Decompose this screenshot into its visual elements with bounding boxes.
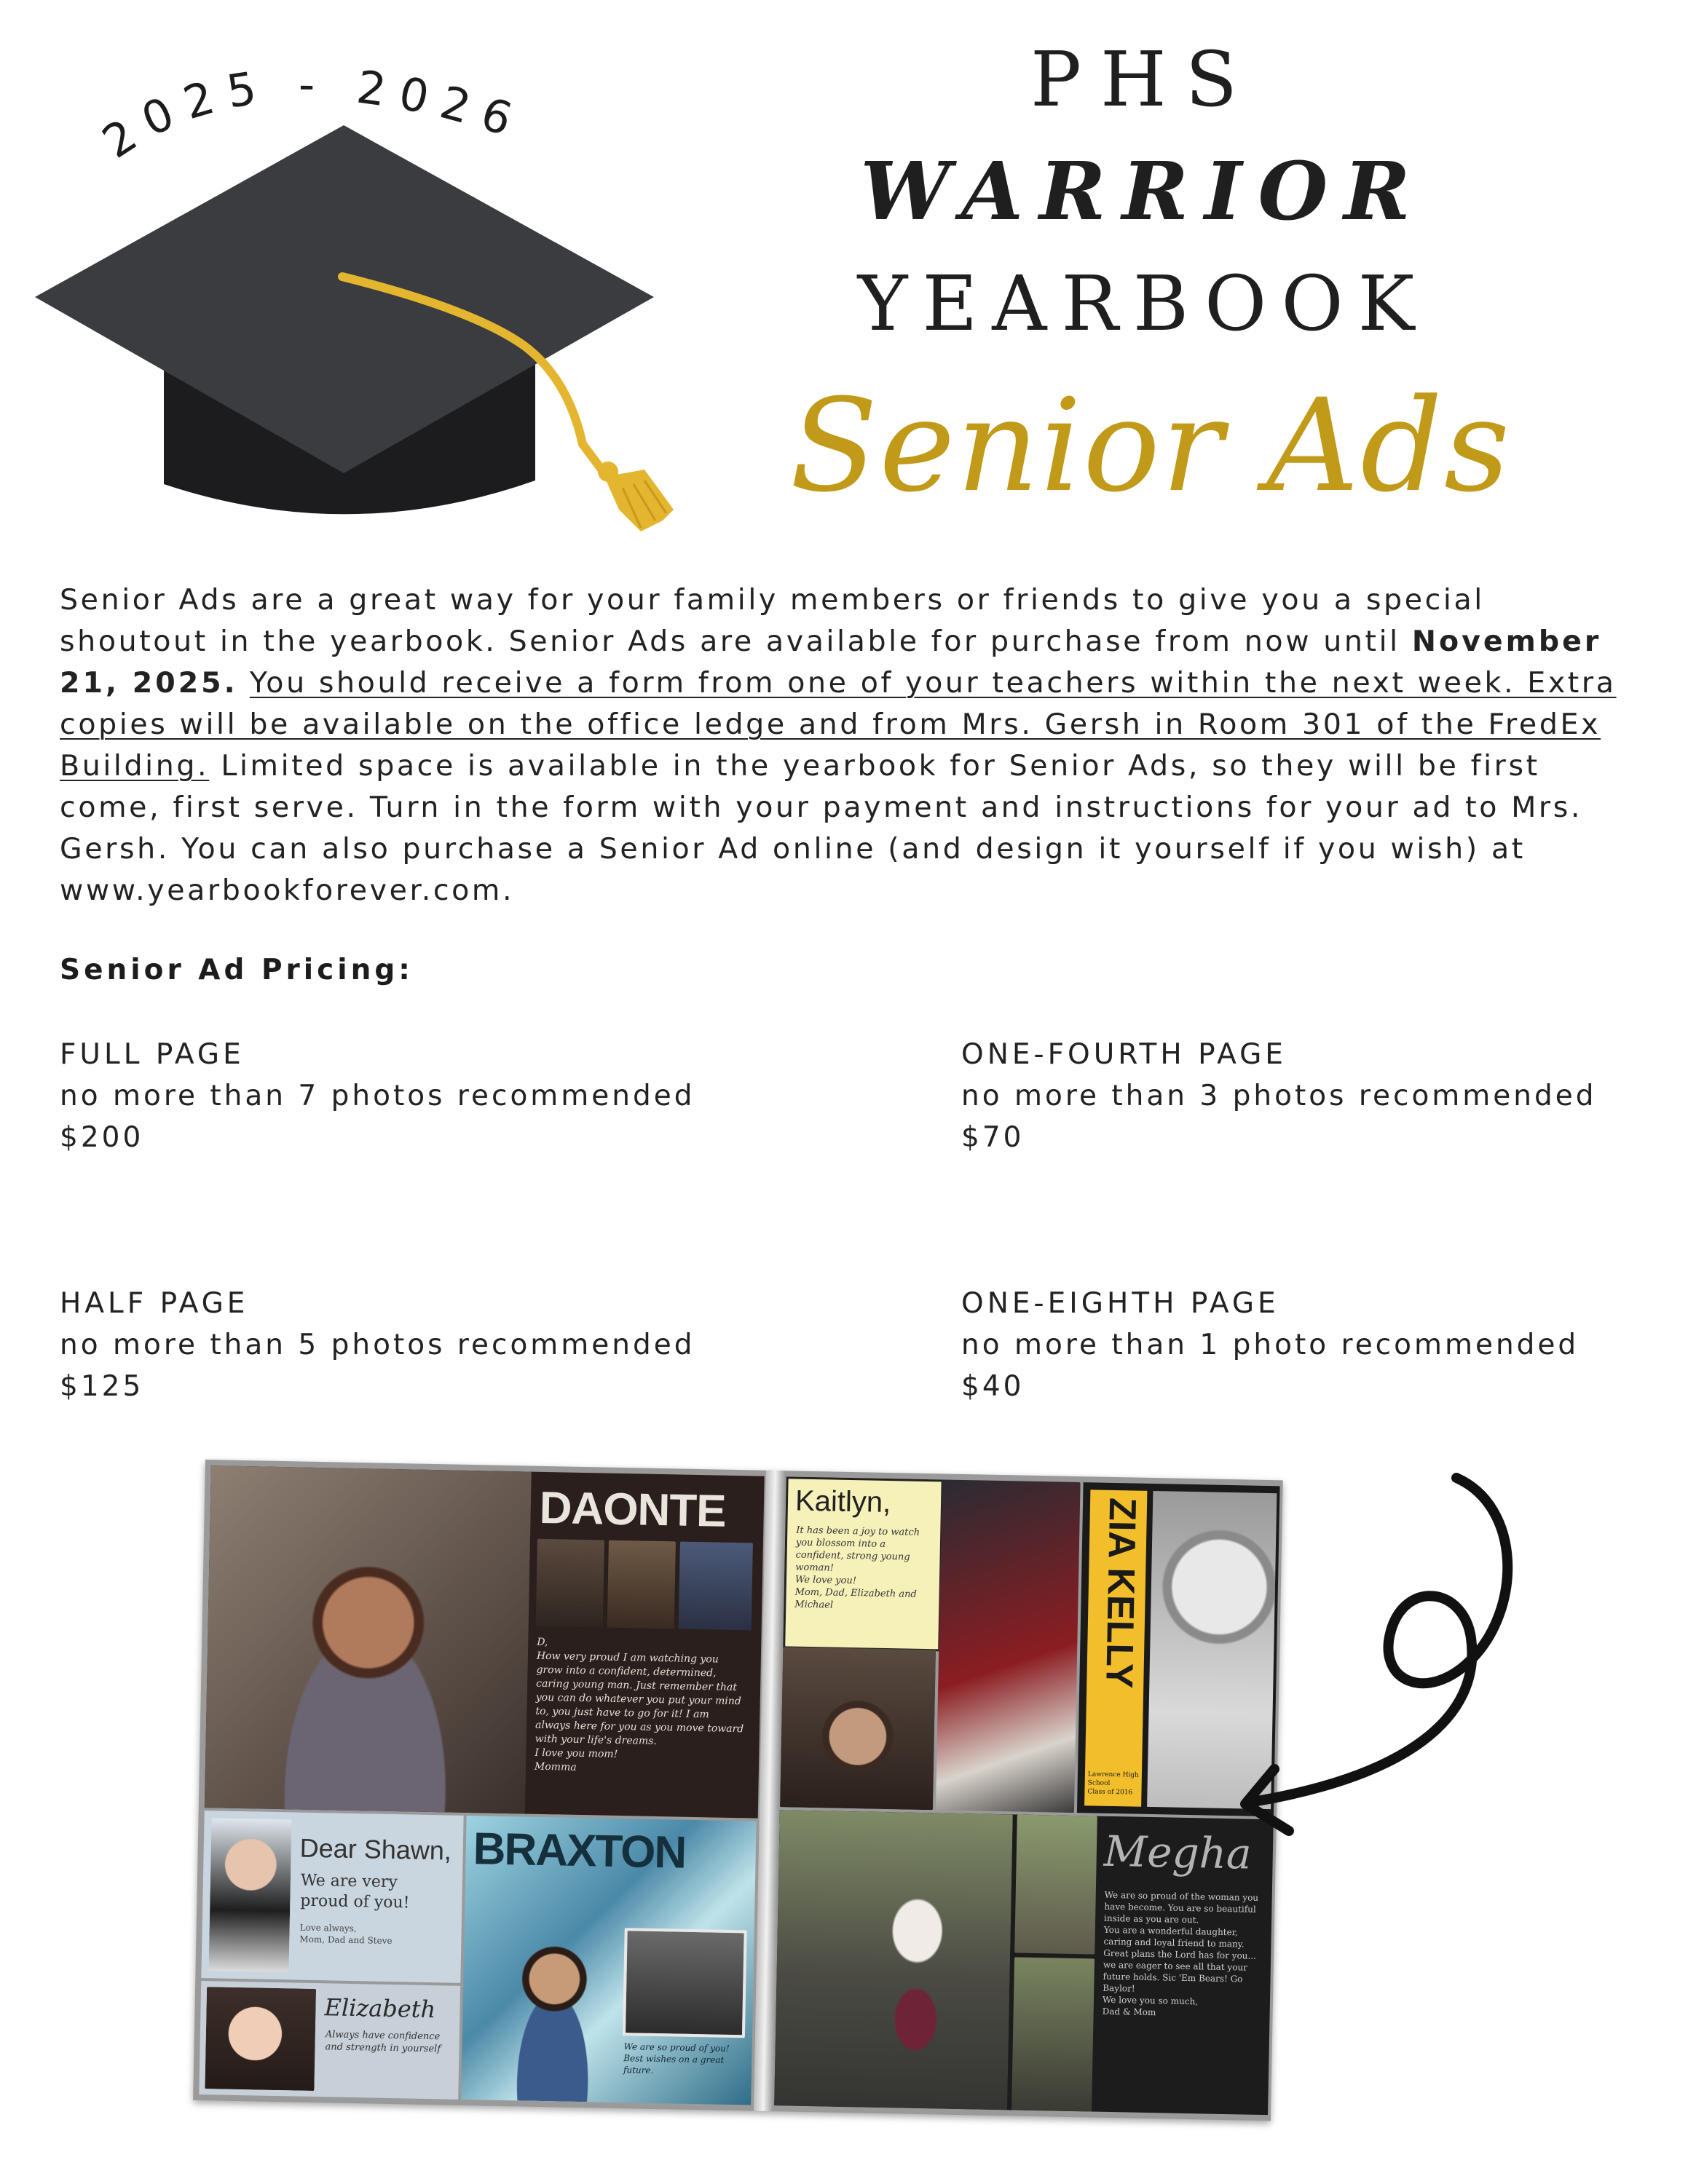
tassel-icon xyxy=(598,462,674,531)
braxton-name: BRAXTON xyxy=(473,1824,686,1878)
meghan-photo-rocks xyxy=(774,1810,1013,2110)
shawn-message: We are very proud of you! xyxy=(300,1871,410,1912)
elizabeth-message: Always have confidence and strength in yourself xyxy=(325,2029,441,2055)
ad-shawn xyxy=(201,1811,463,1983)
form-instructions: You should receive a form from one of your teachers within the next week. Extra copies will be available on the office ledge and from Mrs. Gersh in Room 301 of the FredEx Building. xyxy=(60,666,1617,783)
ad-elizabeth xyxy=(199,1981,460,2100)
price-name: HALF PAGE xyxy=(60,1287,249,1320)
price-name: ONE-EIGHTH PAGE xyxy=(961,1287,1279,1320)
curly-arrow-icon xyxy=(1209,1463,1544,1871)
daonte-message: D, How very proud I am watching you grow into a confident, determined, caring young man. Just remember that you can do whatever you put your mind to, you just have to go for it! I am always here for you as you move toward with your life's dreams. I love you mom! Momma xyxy=(534,1636,744,1773)
price-note: no more than 3 photos recommended xyxy=(961,1080,1597,1112)
zia-name: ZIA KELLY xyxy=(1097,1497,1144,1689)
price-amount: $70 xyxy=(961,1121,1025,1154)
sample-ads-collage xyxy=(193,1460,1283,2121)
elizabeth-name: Elizabeth xyxy=(324,1993,436,2024)
shawn-signoff: Love always, Mom, Dad and Steve xyxy=(299,1922,393,1947)
daonte-name: DAONTE xyxy=(539,1482,727,1537)
deadline-date: November 21, 2025. xyxy=(60,625,1602,700)
ad-meghan xyxy=(774,1810,1274,2115)
kaitlyn-photo-band xyxy=(936,1479,1081,1813)
price-note: no more than 5 photos recommended xyxy=(60,1329,695,1361)
meghan-photo-bottom xyxy=(1011,1957,1095,2111)
price-one-eighth-page xyxy=(961,1283,1675,1407)
price-name: ONE-FOURTH PAGE xyxy=(961,1038,1287,1071)
title-yearbook: YEARBOOK xyxy=(857,259,1429,348)
meghan-photo-top xyxy=(1014,1814,1097,1954)
cap-board xyxy=(35,125,654,473)
daonte-photo-2 xyxy=(607,1540,676,1629)
price-half-page xyxy=(60,1283,773,1407)
title-phs: PHS xyxy=(1030,35,1256,124)
kaitlyn-photo-girl xyxy=(780,1647,936,1810)
zia-subtitle: Lawrence High School Class of 2016 xyxy=(1087,1770,1139,1797)
price-amount: $200 xyxy=(60,1121,144,1154)
meghan-message: We are so proud of the woman you have become. You are so beautiful inside as you are out. You are a wonderful daughter, caring and loyal friend to many. Great plans the Lord has for you... we are eager to see all that your future holds. Sic 'Em Bears! Go Baylor! We love you so much, Dad & Mom xyxy=(1102,1889,1259,2018)
price-full-page xyxy=(60,1034,773,1158)
shawn-heading: Dear Shawn, xyxy=(299,1832,452,1866)
shawn-baby-photo xyxy=(209,1818,292,1972)
ad-daonte xyxy=(205,1465,765,1819)
braxton-child-photo xyxy=(623,1928,747,2038)
price-one-fourth-page xyxy=(961,1034,1675,1158)
pricing-heading: Senior Ad Pricing: xyxy=(60,954,414,986)
script-title-senior-ads: Senior Ads xyxy=(789,371,1512,521)
braxton-message: We are so proud of you! Best wishes on a great future. xyxy=(623,2041,730,2076)
graduation-cap-illustration xyxy=(29,36,728,546)
ad-kaitlyn xyxy=(783,1476,943,1651)
daonte-photo-1 xyxy=(536,1539,604,1628)
price-note: no more than 7 photos recommended xyxy=(60,1080,695,1112)
meghan-name: Megha xyxy=(1103,1826,1253,1879)
elizabeth-baby-photo xyxy=(205,1987,316,2091)
title-warrior: WARRIOR xyxy=(860,144,1427,238)
intro-paragraph xyxy=(60,579,1640,911)
kaitlyn-name: Kaitlyn, xyxy=(794,1484,891,1519)
ad-braxton xyxy=(461,1816,756,2105)
braxton-teen-photo xyxy=(490,1926,618,2102)
daonte-photo-3 xyxy=(679,1542,753,1631)
price-note: no more than 1 photo recommended xyxy=(961,1329,1579,1361)
price-name: FULL PAGE xyxy=(60,1038,245,1071)
intro-text-3: Limited space is available in the yearbook for Senior Ads, so they will be first come, first serve. Turn in the form with your payment and instructions for your ad to Mrs. Gersh. You can also purchase a Senior Ad online (and design it yourself if you wish) at www.yearbookforever.com. xyxy=(60,749,1583,907)
daonte-portrait xyxy=(205,1465,532,1813)
intro-text-1: Senior Ads are a great way for your family members or friends to give you a special shoutout in the yearbook. Senior Ads are available for purchase from now until xyxy=(60,583,1485,658)
price-amount: $40 xyxy=(961,1370,1025,1403)
kaitlyn-message: It has been a joy to watch you blossom into a confident, strong young woman! We love you! Mom, Dad, Elizabeth and Michael xyxy=(794,1524,920,1611)
price-amount: $125 xyxy=(60,1370,144,1403)
years-arc-text: 2025 - 2026 xyxy=(92,58,531,169)
